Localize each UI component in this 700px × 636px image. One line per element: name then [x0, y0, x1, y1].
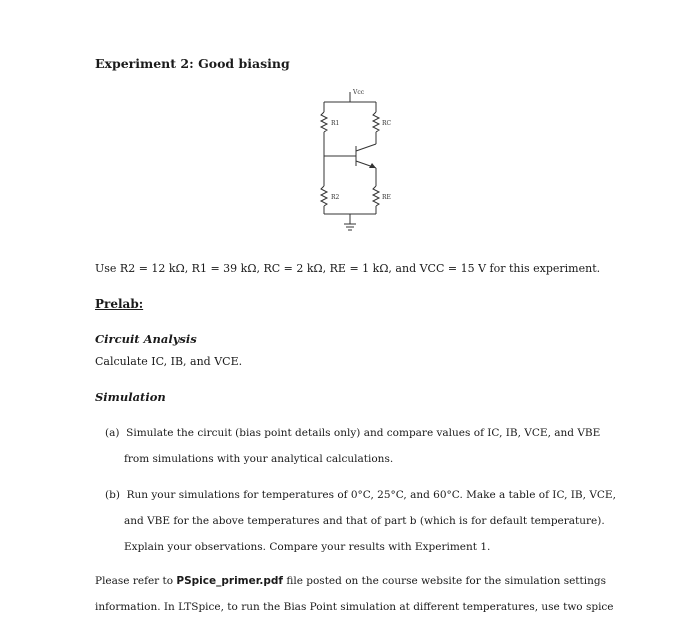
label-re: RE	[382, 194, 391, 201]
item-a-line-2: from simulations with your analytical calculations.	[124, 453, 394, 465]
item-a-line-1	[105, 420, 600, 446]
circuit-analysis-heading: Circuit Analysis	[95, 332, 197, 346]
simulation-item-a	[105, 420, 600, 472]
footer-suffix: file posted on the course website for the simulation settings	[283, 575, 606, 587]
item-a-marker: (a)	[105, 427, 120, 439]
simulation-item-b	[105, 482, 616, 560]
simulation-heading: Simulation	[95, 390, 166, 404]
label-vcc: Vcc	[353, 89, 365, 96]
item-b-line-2: and VBE for the above temperatures and that of part b (which is for default temperature).	[124, 515, 605, 527]
prelab-heading: Prelab:	[95, 297, 144, 311]
footer-paragraph	[95, 568, 614, 620]
item-b-text-1: Run your simulations for temperatures of 0°C, 25°C, and 60°C. Make a table of IC, IB, VCE,	[126, 489, 616, 501]
item-b-marker: (b)	[105, 489, 120, 501]
label-rc: RC	[382, 120, 392, 127]
experiment-title: Experiment 2: Good biasing	[95, 56, 290, 71]
circuit-analysis-text: Calculate IC, IB, and VCE.	[95, 355, 243, 368]
footer-prefix: Please refer to	[95, 575, 177, 587]
primer-filename: PSpice_primer.pdf	[176, 575, 284, 587]
item-a-text-1: Simulate the circuit (bias point details only) and compare values of IC, IB, VCE, and VBE	[126, 427, 601, 439]
footer-line-1	[95, 568, 614, 594]
parameters-sentence: Use R2 = 12 kΩ, R1 = 39 kΩ, RC = 2 kΩ, RE = 1 kΩ, and VCC = 15 V for this experiment.	[95, 262, 601, 275]
footer-line-2: information. In LTSpice, to run the Bias Point simulation at different temperatures, use two spice	[95, 601, 614, 613]
item-b-line-1	[105, 482, 616, 508]
bias-circuit-diagram	[300, 82, 400, 242]
label-r2: R2	[331, 194, 340, 201]
item-b-line-3: Explain your observations. Compare your results with Experiment 1.	[124, 541, 491, 553]
label-r1: R1	[331, 120, 340, 127]
